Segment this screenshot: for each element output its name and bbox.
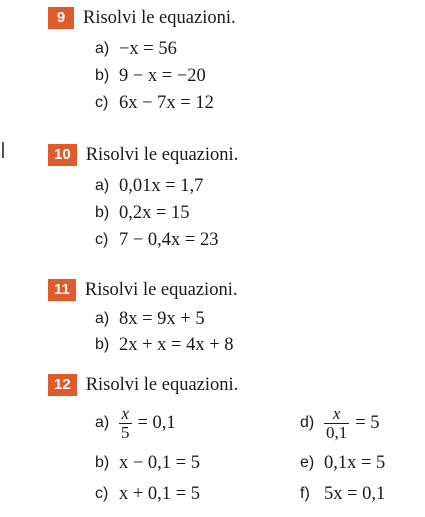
equation-item: [95, 401, 176, 445]
item-label: a): [95, 414, 110, 431]
numerator: x: [332, 403, 341, 423]
equation-rest: = 0,1: [137, 412, 176, 433]
exercise-12-header: [48, 373, 238, 397]
item-label: b): [95, 336, 110, 353]
equation: 2x + x = 4x + 8: [119, 334, 234, 355]
equation-item: [300, 450, 385, 476]
exercise-12: [0, 373, 425, 513]
item-label: c): [95, 485, 109, 502]
equation-rest: = 5: [355, 412, 380, 433]
equation: 9 − x = −20: [119, 65, 206, 86]
item-label: e): [300, 454, 315, 471]
exercise-number-badge: 11: [48, 279, 76, 301]
exercise-title: Risolvi le equazioni.: [85, 144, 239, 165]
item-label: a): [95, 40, 110, 57]
equation-item: [95, 36, 177, 62]
equation: 6x − 7x = 12: [119, 92, 214, 113]
exercise-title: Risolvi le equazioni.: [84, 279, 238, 300]
item-label: d): [300, 414, 315, 431]
equation-item: [95, 63, 206, 89]
exercise-number-badge: 12: [48, 374, 77, 396]
denominator: 0,1: [326, 422, 348, 442]
item-label: a): [95, 177, 110, 194]
item-label: b): [95, 454, 110, 471]
equation-item: [300, 481, 385, 507]
item-label: b): [95, 204, 110, 221]
exercise-10: [0, 143, 425, 255]
exercise-number-badge: 10: [48, 144, 77, 166]
item-label: f): [300, 485, 310, 502]
equation-item: [95, 227, 219, 253]
numerator: x: [121, 403, 130, 423]
exercise-11: [0, 278, 425, 363]
equation-item: [95, 481, 200, 507]
equation: [119, 405, 176, 442]
item-label: c): [95, 94, 109, 111]
exercise-9-header: [48, 6, 236, 30]
item-label: c): [95, 231, 109, 248]
item-label: a): [95, 310, 110, 327]
equation: 7 − 0,4x = 23: [119, 229, 219, 250]
exercise-title: Risolvi le equazioni.: [83, 7, 236, 28]
fraction: [324, 405, 349, 442]
exercise-title: Risolvi le equazioni.: [85, 374, 239, 395]
exercise-10-header: [48, 143, 238, 167]
equation-item: [300, 401, 380, 445]
equation-item: [95, 306, 205, 332]
equation-item: [95, 450, 200, 476]
equation-item: [95, 332, 234, 358]
exercise-9: [0, 6, 425, 118]
equation: 0,2x = 15: [119, 202, 190, 223]
exercise-number-badge: 9: [48, 7, 74, 29]
exercise-11-header: [48, 278, 237, 302]
equation: 0,01x = 1,7: [119, 175, 204, 196]
equation: [324, 405, 380, 442]
equation-item: [95, 90, 214, 116]
equation: 8x = 9x + 5: [119, 308, 205, 329]
equation-item: [95, 200, 190, 226]
equation: x + 0,1 = 5: [119, 483, 200, 504]
denominator: 5: [121, 422, 130, 442]
fraction: [119, 405, 132, 442]
equation: 0,1x = 5: [324, 452, 386, 473]
equation-item: [95, 173, 203, 199]
equation: −x = 56: [119, 38, 177, 59]
item-label: b): [95, 67, 110, 84]
equation: x − 0,1 = 5: [119, 452, 200, 473]
equation: 5x = 0,1: [324, 483, 386, 504]
